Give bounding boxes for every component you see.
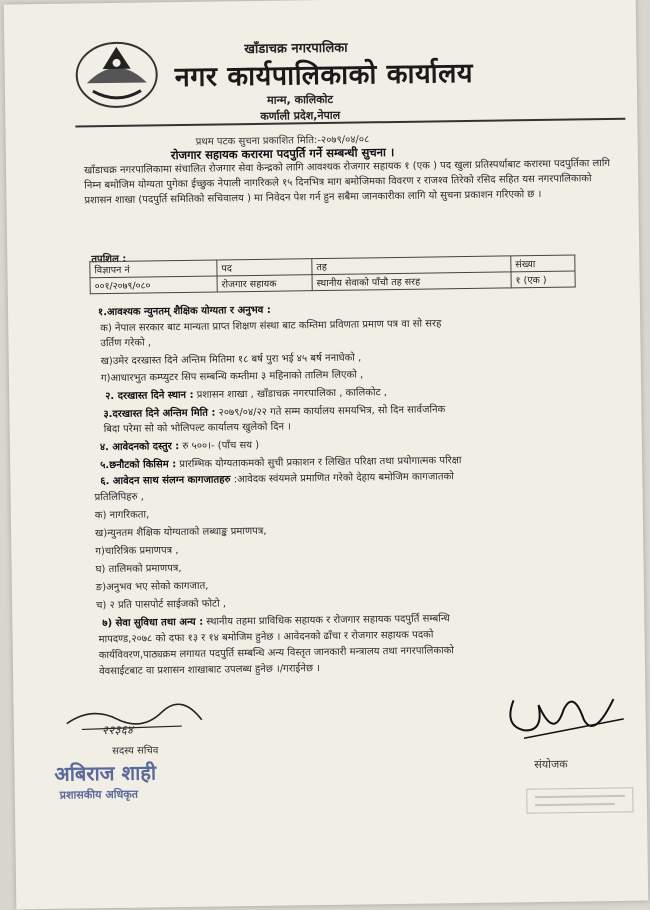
- section-1-item-c: ग)आधारभुत कम्प्युटर सिप सम्बन्धि कम्तीमा ३ महिनाको तालिम लिएको ,: [100, 369, 364, 385]
- section-7-label: ७) सेवा सुविधा तथा अन्य :: [102, 616, 204, 630]
- document-list-item: ग)चारित्रिक प्रमाणपत्र ,: [95, 545, 179, 558]
- table-cell: ००१/२०७९/०८०: [90, 276, 217, 294]
- section-5-text: प्रारम्भिक योग्यताकमको सुची प्रकाशन र लिखित परिक्षा तथा प्रयोगात्मक परिक्षा: [179, 455, 462, 471]
- section-2-text: प्रशासन शाखा , खाँडाचक्र नगरपालिका , कालिकोट ,: [196, 387, 388, 401]
- section-7-text: स्थानीय तहमा प्राविधिक सहायक र रोजगार सहायक पदपुर्ति सम्बन्धि: [206, 613, 450, 628]
- officer-stamp-name: अबिराज शाही: [54, 760, 157, 786]
- details-label: तपशिल :: [91, 253, 127, 266]
- document-list-item: क) नागरिकता,: [94, 509, 150, 522]
- section-1-item-b: ख)उमेर दरखास्त दिने अन्तिम मितिमा १८ बर्ष पुरा भई ४५ बर्ष ननाघेको ,: [100, 352, 362, 368]
- publication-date: प्रथम पटक सुचना प्रकाशित मिति:-२०७९/०४/०८: [195, 134, 370, 148]
- header-divider: [75, 118, 625, 128]
- section-6-text-cont: प्रतिलिपिहरु ,: [94, 491, 144, 504]
- section-1-item-a: क) नेपाल सरकार बाट मान्यता प्राप्त शिक्षण संस्था बाट कम्तिमा प्रविणता प्रमाण पत्र वा सो सरह: [100, 318, 442, 335]
- section-7-text-cont: कार्यविवरण,पाठ्यक्रम लगायत पदपुर्ति सम्बन्धि अन्य विस्तृत जानकारी मन्त्रालय तथा नगरपालिकाको: [98, 645, 455, 662]
- faint-stamp-mark: [525, 786, 635, 816]
- section-7-text-cont: मापदण्ड,२०७८ को दफा १३ र १४ बमोजिम हुनेछ । आवेदनको ढाँचा र रोजगार सहायक पदको: [98, 629, 434, 646]
- section-3-text-cont: बिदा परेमा सो को भोलिपल्ट कार्यालय खुलेको दिन ।: [103, 421, 292, 436]
- coordinator-label: संयोजक: [534, 757, 568, 772]
- dispatch-number: २२३६४: [101, 722, 134, 738]
- office-title: नगर कार्यपालिकाको कार्यालय: [174, 57, 474, 94]
- organization-name: खाँडाचक्र नगरपालिका: [244, 40, 348, 58]
- member-secretary-signature: [61, 700, 211, 737]
- table-cell: रोजगार सहायक: [217, 275, 312, 292]
- document-list-item: घ) तालिमको प्रमाणपत्र,: [95, 563, 182, 576]
- document-list-item: ख)न्युनतम शैक्षिक योग्यताको लब्धाङ्क प्रमाणपत्र,: [95, 525, 267, 540]
- office-province: कर्णाली प्रदेश,नेपाल: [260, 108, 341, 123]
- officer-stamp-title: प्रशासकीय अधिकृत: [59, 787, 139, 802]
- coordinator-signature: [493, 679, 634, 751]
- notice-title: रोजगार सहायक करारमा पदपुर्ति गर्ने सम्बन्धी सुचना ।: [170, 145, 395, 163]
- section-4-text: रु ५००।- (पाँच सय ): [182, 439, 260, 453]
- section-3-label: ३.दरखास्त दिने अन्तिम मिति :: [103, 407, 216, 421]
- section-3-text: २०७९/०४/२२ गते सम्म कार्यालय समयभित्र, सो दिन सार्वजनिक: [218, 404, 446, 419]
- notice-paper: [4, 0, 649, 909]
- member-secretary-label: सदस्य सचिव: [112, 745, 159, 758]
- section-5-label: ५.छनौटको किसिम :: [100, 459, 177, 472]
- section-6-text: :आवेदक स्वंयमले प्रमाणित गरेको देहाय बमोजिम कागजातको: [233, 471, 454, 486]
- section-2-label: २. दरखास्त दिने स्थान :: [105, 389, 194, 403]
- section-7-text-cont: वेवसाईटबाट वा प्रशासन शाखाबाट उपलब्ध हुनेछ ।/गराईनेछ ।: [98, 663, 320, 678]
- table-cell: १ (एक ): [511, 271, 575, 288]
- table-cell: स्थानीय सेवाको पाँचौ तह सरह: [312, 272, 511, 291]
- document-list-item: च) २ प्रति पासपोर्ट साईजको फोटो ,: [96, 598, 227, 612]
- office-address: मान्म, कालिकोट: [266, 92, 334, 107]
- section-6-label: ६. आवेदन साथ संलग्न कागजातहरु: [100, 474, 231, 488]
- table-header: तह: [312, 256, 511, 275]
- table-header: संख्या: [511, 255, 575, 272]
- table-header: पद: [217, 259, 312, 276]
- document-list-item: ङ)अनुभव भए सोको कागजात,: [95, 580, 209, 594]
- nepal-emblem-logo: [72, 32, 161, 111]
- table-header: विज्ञापन नं: [90, 260, 217, 278]
- section-1-item-a-cont: उर्तिण गरेको ,: [100, 337, 152, 350]
- section-1-heading: १.आवश्यक न्युनतम् शैक्षिक योग्यता र अनुभव :: [97, 304, 271, 319]
- notice-intro: खाँडाचक्र नगरपालिकामा संचालित रोजगार सेवा केन्द्रको लागि आवश्यक रोजगार सहायक १ (एक ) पद खुला प्रतिस्पर्धाबाट करारमा पदपुर्तिका लागि निम्न बमोजिम योग्यता पुगेका ईच्छुक नेपाली नागरिकले १५ दिनभित्र माग बमोजिमका विवरण र राजश्व तिरेको रसिद सहित यस नगरपालिकाको प्रशासन शाखा (पदपुर्ति समितिको सचिवालय ) मा निवेदन पेश गर्न हुन सबैमा जानकारीका लागि यो सुचना प्रकाशन गरिएको छ ।: [83, 158, 611, 207]
- vacancy-table: [89, 255, 575, 295]
- section-4-label: ४. आवेदनको दस्तुर :: [99, 441, 180, 454]
